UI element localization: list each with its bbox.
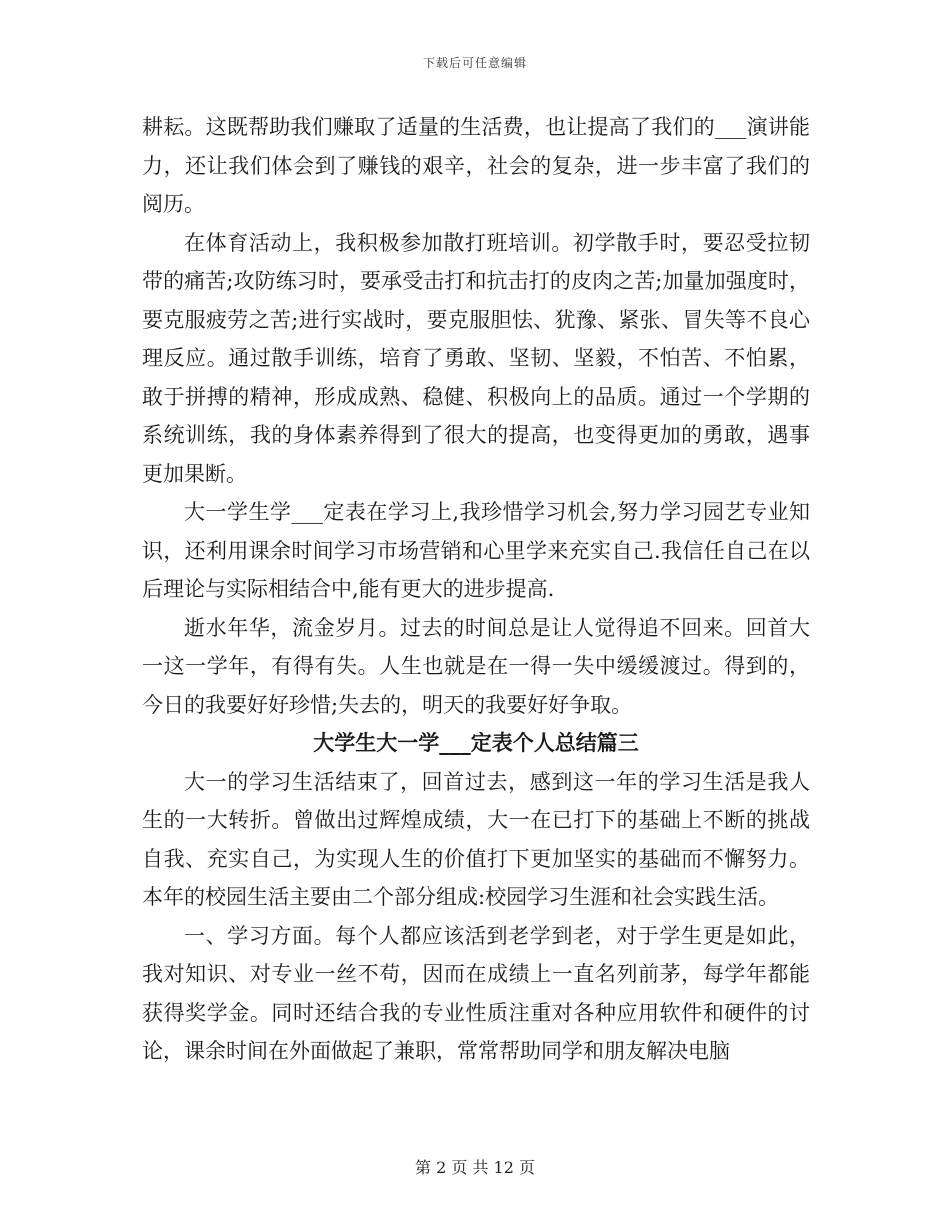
paragraph-intro: 大一的学习生活结束了，回首过去，感到这一年的学习生活是我人生的一大转折。曾做出过辉煌成绩，大一在已打下的基础上不断的挑战自我、充实自己，为实现人生的价值打下更加坚实的基础而不懈努力。本年的校园生活主要由二个部分组成:校园学习生涯和社会实践生活。 <box>142 769 810 909</box>
section-title: 大学生大一学___定表个人总结篇三 <box>313 730 639 755</box>
page-header-note: 下载后可任意编辑 <box>422 56 527 70</box>
paragraph-continuation: 耕耘。这既帮助我们赚取了适量的生活费，也让提高了我们的___演讲能力，还让我们体会到了赚钱的艰辛，社会的复杂，进一步丰富了我们的阅历。 <box>142 115 810 216</box>
paragraph-learning: 一、学习方面。每个人都应该活到老学到老，对于学生更是如此，我对知识、对专业一丝不苟，因而在成绩上一直名列前茅，每学年都能获得奖学金。同时还结合我的专业性质注重对各种应用软件和硬件的讨论，课余时间在外面做起了兼职，常常帮助同学和朋友解决电脑 <box>142 923 810 1063</box>
page-footer: 第 2 页 共 12 页 <box>415 1158 535 1177</box>
paragraph-sports: 在体育活动上，我积极参加散打班培训。初学散手时，要忍受拉韧带的痛苦;攻防练习时，要承受击打和抗击打的皮肉之苦;加量加强度时，要克服疲劳之苦;进行实战时，要克服胆怯、犹豫、紧张、冒失等不良心理反应。通过散手训练，培育了勇敢、坚韧、坚毅，不怕苦、不怕累，敢于拼搏的精神，形成成熟、稳健、积极向上的品质。通过一个学期的系统训练，我的身体素养得到了很大的提高，也变得更加的勇敢，遇事更加果断。 <box>142 230 810 486</box>
paragraph-study: 大一学生学___定表在学习上,我珍惜学习机会,努力学习园艺专业知识，还利用课余时间学习市场营销和心里学来充实自己.我信任自己在以后理论与实际相结合中,能有更大的进步提高. <box>142 500 810 601</box>
document-body <box>142 108 810 1071</box>
paragraph-reflection: 逝水年华，流金岁月。过去的时间总是让人觉得追不回来。回首大一这一学年，有得有失。人生也就是在一得一失中缓缓渡过。得到的，今日的我要好好珍惜;失去的，明天的我要好好争取。 <box>142 615 810 717</box>
